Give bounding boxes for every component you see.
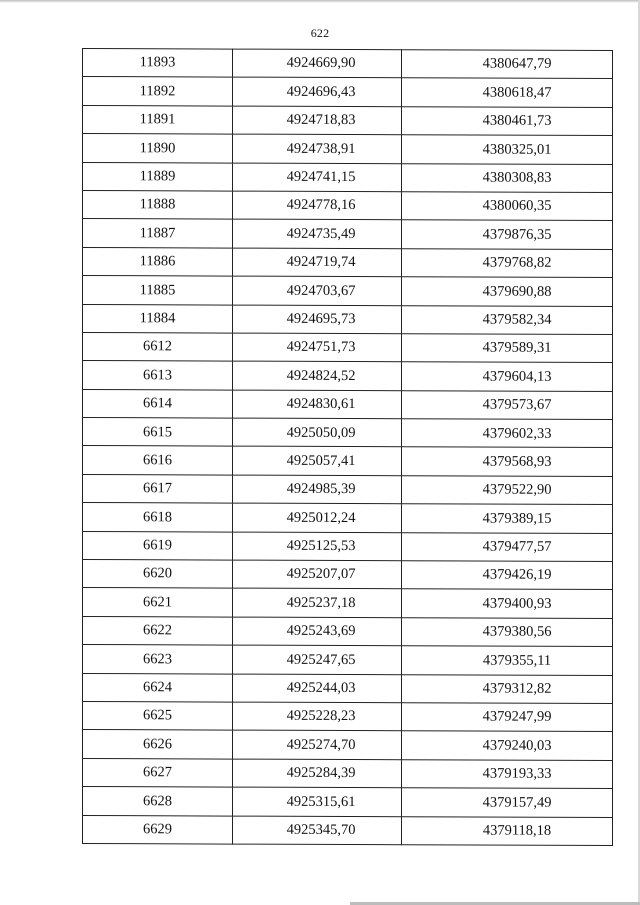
y-coordinate-cell: 4379400,93: [402, 589, 613, 618]
y-coordinate-cell: 4379355,11: [402, 646, 613, 675]
point-number-cell: 6620: [83, 560, 233, 589]
y-coordinate-cell: 4379426,19: [402, 561, 613, 590]
coordinates-table-body: [83, 49, 613, 846]
point-number-cell: 6619: [83, 531, 233, 560]
x-coordinate-cell: 4925057,41: [233, 447, 402, 476]
point-number-cell: 11891: [83, 105, 233, 134]
y-coordinate-cell: 4379380,56: [402, 618, 613, 647]
table-row: [83, 304, 613, 334]
y-coordinate-cell: 4379690,88: [402, 277, 613, 306]
x-coordinate-cell: 4925243,69: [233, 617, 402, 646]
table-row: [83, 190, 613, 220]
table-row: [83, 134, 613, 164]
y-coordinate-cell: 4379573,67: [402, 390, 613, 419]
y-coordinate-cell: 4379582,34: [402, 305, 613, 334]
table-row: [83, 276, 613, 306]
x-coordinate-cell: 4924703,67: [233, 276, 402, 305]
x-coordinate-cell: 4925237,18: [233, 588, 402, 617]
table-row: [83, 560, 613, 590]
coordinates-table-container: [82, 48, 612, 844]
y-coordinate-cell: 4379247,99: [402, 703, 613, 732]
table-row: [83, 815, 613, 845]
point-number-cell: 6625: [83, 701, 233, 730]
x-coordinate-cell: 4925315,61: [233, 787, 402, 816]
y-coordinate-cell: 4379193,33: [402, 759, 613, 788]
point-number-cell: 6616: [83, 446, 233, 475]
point-number-cell: 6614: [83, 389, 233, 418]
y-coordinate-cell: 4379477,57: [402, 532, 613, 561]
table-row: [83, 787, 613, 817]
table-row: [83, 332, 613, 362]
point-number-cell: 6627: [83, 758, 233, 787]
x-coordinate-cell: 4924778,16: [233, 191, 402, 220]
point-number-cell: 6613: [83, 361, 233, 390]
y-coordinate-cell: 4379589,31: [402, 334, 613, 363]
table-row: [83, 247, 613, 277]
point-number-cell: 6622: [83, 616, 233, 645]
x-coordinate-cell: 4924985,39: [233, 475, 402, 504]
y-coordinate-cell: 4379568,93: [402, 447, 613, 476]
x-coordinate-cell: 4925274,70: [233, 730, 402, 759]
y-coordinate-cell: 4379768,82: [402, 248, 613, 277]
y-coordinate-cell: 4380308,83: [402, 163, 613, 192]
table-row: [83, 361, 613, 391]
point-number-cell: 6624: [83, 673, 233, 702]
y-coordinate-cell: 4379876,35: [402, 220, 613, 249]
table-row: [83, 701, 613, 731]
y-coordinate-cell: 4379604,13: [402, 362, 613, 391]
table-row: [83, 162, 613, 192]
x-coordinate-cell: 4924741,15: [233, 163, 402, 192]
table-row: [83, 588, 613, 618]
point-number-cell: 11888: [83, 190, 233, 219]
x-coordinate-cell: 4925050,09: [233, 418, 402, 447]
point-number-cell: 11890: [83, 134, 233, 163]
x-coordinate-cell: 4924751,73: [233, 333, 402, 362]
x-coordinate-cell: 4924695,73: [233, 305, 402, 334]
point-number-cell: 6629: [83, 815, 233, 844]
y-coordinate-cell: 4380461,73: [402, 107, 613, 136]
y-coordinate-cell: 4380647,79: [402, 50, 613, 79]
table-row: [83, 531, 613, 561]
point-number-cell: 11889: [83, 162, 233, 191]
x-coordinate-cell: 4925228,23: [233, 702, 402, 731]
point-number-cell: 6612: [83, 332, 233, 361]
x-coordinate-cell: 4925207,07: [233, 560, 402, 589]
x-coordinate-cell: 4925284,39: [233, 759, 402, 788]
point-number-cell: 11884: [83, 304, 233, 333]
scan-edge-top: [0, 0, 640, 3]
x-coordinate-cell: 4925125,53: [233, 532, 402, 561]
point-number-cell: 11886: [83, 247, 233, 276]
x-coordinate-cell: 4924669,90: [233, 49, 402, 78]
x-coordinate-cell: 4924696,43: [233, 77, 402, 106]
table-row: [83, 446, 613, 476]
point-number-cell: 6626: [83, 730, 233, 759]
y-coordinate-cell: 4379240,03: [402, 731, 613, 760]
y-coordinate-cell: 4380618,47: [402, 78, 613, 107]
y-coordinate-cell: 4379602,33: [402, 419, 613, 448]
table-row: [83, 616, 613, 646]
x-coordinate-cell: 4925244,03: [233, 674, 402, 703]
page-number: 622: [310, 26, 330, 40]
x-coordinate-cell: 4924719,74: [233, 248, 402, 277]
table-row: [83, 503, 613, 533]
point-number-cell: 11885: [83, 276, 233, 305]
x-coordinate-cell: 4925247,65: [233, 645, 402, 674]
point-number-cell: 11892: [83, 77, 233, 106]
table-row: [83, 219, 613, 249]
point-number-cell: 6628: [83, 787, 233, 816]
table-row: [83, 730, 613, 760]
y-coordinate-cell: 4379389,15: [402, 504, 613, 533]
point-number-cell: 6618: [83, 503, 233, 532]
table-row: [83, 49, 613, 79]
y-coordinate-cell: 4379157,49: [402, 788, 613, 817]
x-coordinate-cell: 4924824,52: [233, 361, 402, 390]
x-coordinate-cell: 4925345,70: [233, 816, 402, 845]
y-coordinate-cell: 4380325,01: [402, 135, 613, 164]
coordinates-table: [82, 48, 613, 846]
table-row: [83, 474, 613, 504]
y-coordinate-cell: 4380060,35: [402, 192, 613, 221]
table-row: [83, 389, 613, 419]
table-row: [83, 418, 613, 448]
x-coordinate-cell: 4924718,83: [233, 106, 402, 135]
x-coordinate-cell: 4924738,91: [233, 134, 402, 163]
point-number-cell: 11893: [83, 49, 233, 78]
y-coordinate-cell: 4379522,90: [402, 476, 613, 505]
x-coordinate-cell: 4925012,24: [233, 503, 402, 532]
point-number-cell: 6615: [83, 418, 233, 447]
y-coordinate-cell: 4379312,82: [402, 674, 613, 703]
table-row: [83, 645, 613, 675]
table-row: [83, 105, 613, 135]
table-row: [83, 758, 613, 788]
point-number-cell: 6623: [83, 645, 233, 674]
table-row: [83, 673, 613, 703]
x-coordinate-cell: 4924830,61: [233, 390, 402, 419]
table-row: [83, 77, 613, 107]
x-coordinate-cell: 4924735,49: [233, 219, 402, 248]
point-number-cell: 6621: [83, 588, 233, 617]
y-coordinate-cell: 4379118,18: [402, 816, 613, 845]
point-number-cell: 6617: [83, 474, 233, 503]
point-number-cell: 11887: [83, 219, 233, 248]
